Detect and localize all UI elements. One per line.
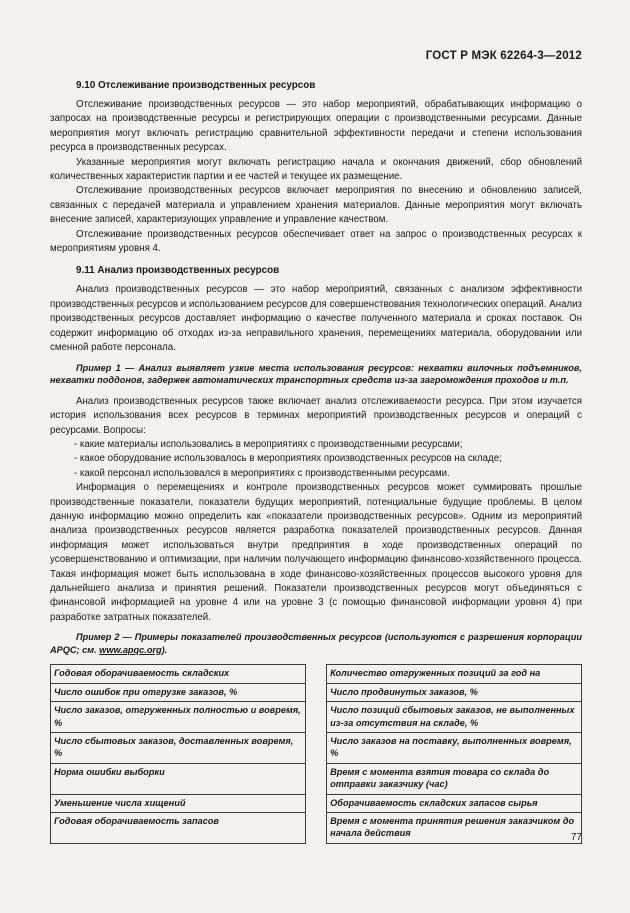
page-content [50, 79, 582, 844]
table-cell: Число продвинутых заказов, % [327, 683, 582, 701]
example-2 [50, 631, 582, 656]
table-row [51, 683, 582, 701]
metrics-table [50, 664, 582, 843]
example-1: Пример 1 — Анализ выявляет узкие места использования ресурсов: нехватки вилочных подъемников, нехватки поддонов, задержек автоматических транспортных средств из-за загромождения проходов и т.п. [50, 362, 582, 386]
section-title-9-11: 9.11 Анализ производственных ресурсов [76, 265, 280, 277]
table-gap [305, 665, 326, 683]
table-cell: Число позиций сбытовых заказов, не выполненных из-за отсутствия на складе, % [327, 702, 582, 733]
table-cell: Число сбытовых заказов, доставленных вовремя, % [51, 733, 306, 764]
section-title-9-10: 9.10 Отслеживание производственных ресурсов [76, 80, 316, 91]
example-2-text: Пример 2 — Примеры показателей производственных ресурсов (используются с разрешения корпорации APQC; см. [50, 632, 582, 655]
paragraph: Отслеживание производственных ресурсов включает мероприятия по внесению и обновлению записей, связанных с передачей материала и управлением хранения материалов. Данные мероприятия могут включать внесение записей, характеризующих управление и управление качеством. [50, 185, 582, 226]
table-gap [305, 794, 326, 812]
table-row [51, 763, 582, 794]
list-item: - какие материалы использовались в мероприятиях с производственными ресурсами; [74, 438, 463, 450]
table-cell: Годовая оборачиваемость запасов [51, 813, 306, 844]
table-cell: Число заказов, отгруженных полностью и вовремя, % [51, 702, 306, 733]
paragraph: Анализ производственных ресурсов также включает анализ отслеживаемости ресурса. При этом изучается история использования всех ресурсов в терминах мероприятий производственных ресурсов и операций с ресурсами. Вопросы: [50, 395, 582, 436]
questions-list [50, 438, 582, 481]
list-item: - какое оборудование использовалось в мероприятиях производственных ресурсов на складе; [74, 453, 502, 465]
table-gap [305, 813, 326, 844]
table-row [51, 733, 582, 764]
table-gap [305, 733, 326, 764]
paragraph: Отслеживание производственных ресурсов — это набор мероприятий, обрабатывающих информацию о запросах на производственные ресурсы и регистрирующих операции с производственными ресурсами. Данные мероприятия могут включать регистрацию сравнительной эффективности передачи и степени использования ресурса в производственных ресурсах. [50, 99, 582, 154]
standard-header: ГОСТ Р МЭК 62264-3—2012 [425, 50, 582, 62]
table-row [51, 794, 582, 812]
list-item: - какой персонал использовался в мероприятиях с производственными ресурсами. [74, 467, 450, 479]
paragraph: Анализ производственных ресурсов — это набор мероприятий, связанных с анализом эффективности производственных ресурсов и использованием ресурсов для совершенствования технологических операций. Анализ производственных ресурсов доставляет информацию о качестве полученного материала и сроках поставок. Он содержит информацию об отходах из-за неправильного хранения, перемещениях материала, оборудовании или сменной работе персонала. [50, 284, 582, 354]
table-cell: Время с момента принятия решения заказчиком до начала действия [327, 813, 582, 844]
table-cell: Годовая оборачиваемость складских [51, 665, 306, 683]
table-gap [305, 763, 326, 794]
paragraph: Указанные мероприятия могут включать регистрацию начала и окончания движений, сбор обновлений количественных характеристик партии и ее частей и текущее их размещение. [50, 156, 582, 183]
table-cell: Число заказов на поставку, выполненных вовремя, % [327, 733, 582, 764]
table-gap [305, 683, 326, 701]
table-cell: Время с момента взятия товара со склада до отправки заказчику (час) [327, 763, 582, 794]
table-cell: Число ошибок при отгрузке заказов, % [51, 683, 306, 701]
table-gap [305, 702, 326, 733]
table-cell: Норма ошибки выборки [51, 763, 306, 794]
table-row [51, 813, 582, 844]
table-row [51, 665, 582, 683]
table-cell: Уменьшение числа хищений [51, 794, 306, 812]
page-number: 77 [570, 832, 582, 843]
table-row [51, 702, 582, 733]
table-cell: Количество отгруженных позиций за год на [327, 665, 582, 683]
example-2-end: ). [161, 644, 168, 655]
paragraph: Информация о перемещениях и контроле производственных ресурсов может суммировать прошлые производственные показатели, показатели будущих мероприятий, потенциальные будущие проблемы. В целом данную информацию можно определить как «показатели производственных ресурсов». Одним из мероприятий анализа производственных ресурсов является разработка показателей производственных ресурсов. Данная информация может использоваться внутри предприятия в ходе производственных операций по усовершенствованию и оптимизации, при наличии получающего информацию финансово-хозяйственного процесса. Такая информация может быть использована в ходе финансово-хозяйственных процессов высокого уровня для дальнейшего анализа и принятия решений. Показатели производственных ресурсов могут объединяться с финансовой информацией на уровне 4 или на уровне 3 (с помощью финансовой информации уровня 4) при разработке затратных показателей. [50, 482, 582, 623]
table-cell: Оборачиваемость складских запасов сырья [327, 794, 582, 812]
paragraph: Отслеживание производственных ресурсов обеспечивает ответ на запрос о производственных ресурсах к мероприятиям уровня 4. [50, 228, 582, 255]
apqc-link[interactable]: www.apqc.org [99, 644, 162, 655]
